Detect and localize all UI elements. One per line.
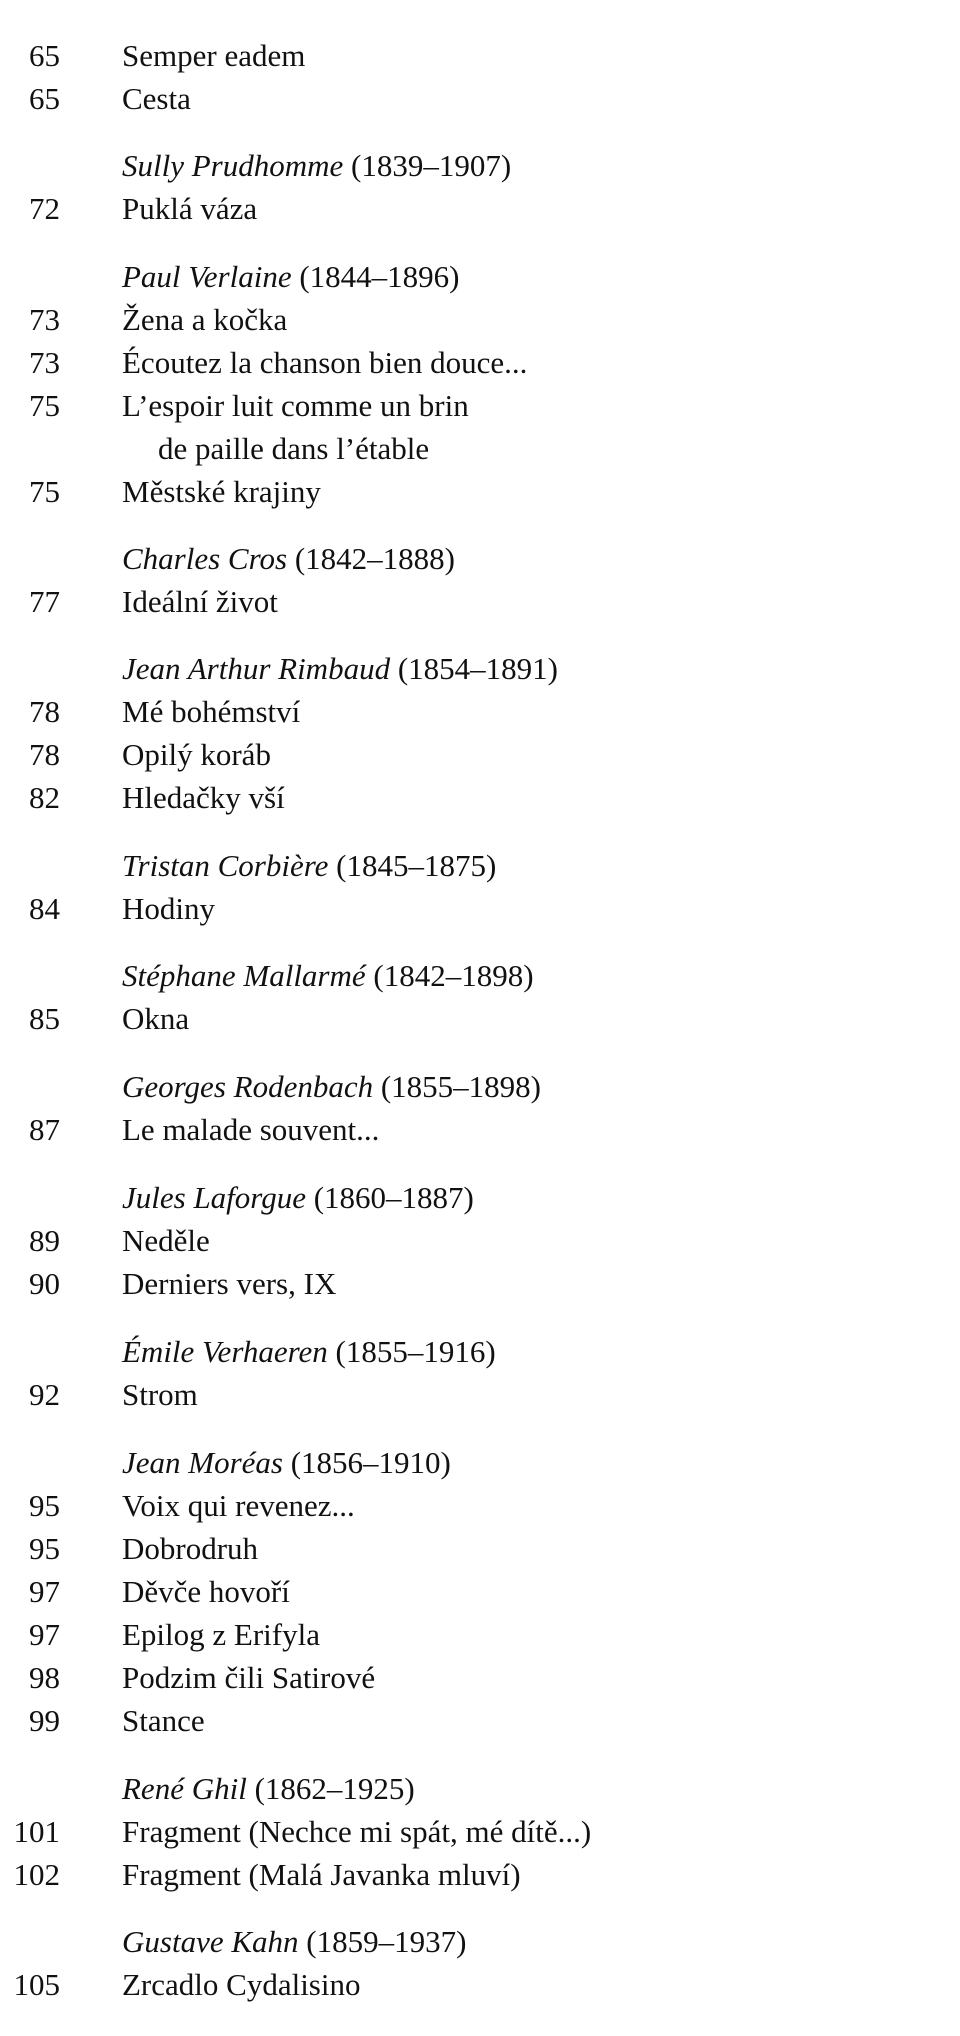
poem-title: Puklá váza xyxy=(122,191,258,226)
author-heading xyxy=(0,538,960,580)
poem-title: Dobrodruh xyxy=(122,1531,259,1566)
author-line xyxy=(122,1066,541,1108)
page-number: 77 xyxy=(29,584,60,619)
poem-title: de paille dans l’étable xyxy=(158,431,430,466)
poem-title: Městské krajiny xyxy=(122,474,321,509)
page-number: 65 xyxy=(29,38,60,73)
toc-entry xyxy=(0,78,960,120)
author-line xyxy=(122,1768,415,1810)
page-number: 98 xyxy=(29,1660,60,1695)
toc-entry-continuation xyxy=(0,428,960,470)
poem-title: Stance xyxy=(122,1703,205,1738)
toc-entry xyxy=(0,1700,960,1742)
page-number: 99 xyxy=(29,1703,60,1738)
toc-entry xyxy=(0,998,960,1040)
author-dates: (1839–1907) xyxy=(351,148,512,183)
poem-title: Hledačky vší xyxy=(122,780,285,815)
toc-entry xyxy=(0,35,960,77)
poem-title: Semper eadem xyxy=(122,38,306,73)
page-number: 65 xyxy=(29,81,60,116)
page-number: 97 xyxy=(29,1617,60,1652)
author-name: Gustave Kahn xyxy=(122,1924,299,1959)
author-name: Charles Cros xyxy=(122,541,288,576)
poem-title: Okna xyxy=(122,1001,190,1036)
toc-entry xyxy=(0,1220,960,1262)
author-name: René Ghil xyxy=(122,1771,247,1806)
author-dates: (1856–1910) xyxy=(290,1445,451,1480)
page-number: 78 xyxy=(29,737,60,772)
author-dates: (1845–1875) xyxy=(336,848,497,883)
author-dates: (1855–1916) xyxy=(335,1334,496,1369)
page-number: 73 xyxy=(29,345,60,380)
author-heading xyxy=(0,145,960,187)
author-heading xyxy=(0,1331,960,1373)
poem-title: Écoutez la chanson bien douce... xyxy=(122,345,528,380)
author-name: Paul Verlaine xyxy=(122,259,292,294)
page-number: 92 xyxy=(29,1377,60,1412)
author-name: Tristan Corbière xyxy=(122,848,329,883)
poem-title: Zrcadlo Cydalisino xyxy=(122,1967,361,2002)
toc-entry xyxy=(0,188,960,230)
poem-title: Neděle xyxy=(122,1223,210,1258)
author-line xyxy=(122,1331,496,1373)
toc-entry xyxy=(0,691,960,733)
poem-title: L’espoir luit comme un brin xyxy=(122,388,469,423)
poem-title: Žena a kočka xyxy=(122,302,288,337)
poem-title: Podzim čili Satirové xyxy=(122,1660,376,1695)
author-dates: (1862–1925) xyxy=(254,1771,415,1806)
page-number: 95 xyxy=(29,1531,60,1566)
author-dates: (1854–1891) xyxy=(397,651,558,686)
poem-title: Ideální život xyxy=(122,584,278,619)
poem-title: Derniers vers, IX xyxy=(122,1266,337,1301)
toc-entry xyxy=(0,888,960,930)
toc-entry xyxy=(0,1485,960,1527)
page-number: 105 xyxy=(13,1967,60,2002)
page-number: 73 xyxy=(29,302,60,337)
toc-entry xyxy=(0,734,960,776)
author-dates: (1855–1898) xyxy=(380,1069,541,1104)
toc-entry xyxy=(0,1374,960,1416)
page-number: 102 xyxy=(13,1857,60,1892)
author-name: Stéphane Mallarmé xyxy=(122,958,366,993)
author-heading xyxy=(0,1442,960,1484)
page-number: 72 xyxy=(29,191,60,226)
author-line xyxy=(122,648,558,690)
poem-title: Hodiny xyxy=(122,891,215,926)
author-line xyxy=(122,1921,466,1963)
toc-entry xyxy=(0,471,960,513)
author-line xyxy=(122,1442,451,1484)
poem-title: Cesta xyxy=(122,81,191,116)
page-number: 89 xyxy=(29,1223,60,1258)
author-line xyxy=(122,538,455,580)
author-heading xyxy=(0,648,960,690)
author-dates: (1859–1937) xyxy=(306,1924,467,1959)
page-number: 87 xyxy=(29,1112,60,1147)
page-number: 78 xyxy=(29,694,60,729)
toc-entry xyxy=(0,581,960,623)
poem-title: Fragment (Malá Javanka mluví) xyxy=(122,1857,521,1892)
toc-entry xyxy=(0,1528,960,1570)
author-name: Émile Verhaeren xyxy=(122,1334,328,1369)
author-heading xyxy=(0,1066,960,1108)
author-heading xyxy=(0,1177,960,1219)
poem-title: Děvče hovoří xyxy=(122,1574,290,1609)
author-line xyxy=(122,955,534,997)
page-number: 75 xyxy=(29,474,60,509)
author-name: Jean Arthur Rimbaud xyxy=(122,651,391,686)
page-number: 75 xyxy=(29,388,60,423)
author-heading xyxy=(0,1921,960,1963)
page-number: 101 xyxy=(13,1814,60,1849)
poem-title: Opilý koráb xyxy=(122,737,271,772)
toc-entry xyxy=(0,1964,960,2006)
page-number: 97 xyxy=(29,1574,60,1609)
page-number: 85 xyxy=(29,1001,60,1036)
author-line xyxy=(122,145,511,187)
toc-entry xyxy=(0,1811,960,1853)
author-dates: (1842–1898) xyxy=(373,958,534,993)
toc-entry xyxy=(0,1263,960,1305)
author-dates: (1842–1888) xyxy=(294,541,455,576)
page-number: 90 xyxy=(29,1266,60,1301)
author-line xyxy=(122,256,460,298)
toc-entry xyxy=(0,777,960,819)
author-name: Georges Rodenbach xyxy=(122,1069,374,1104)
toc-entry xyxy=(0,1854,960,1896)
poem-title: Strom xyxy=(122,1377,198,1412)
author-line xyxy=(122,1177,474,1219)
page-number: 95 xyxy=(29,1488,60,1523)
poem-title: Epilog z Erifyla xyxy=(122,1617,320,1652)
poem-title: Voix qui revenez... xyxy=(122,1488,355,1523)
author-dates: (1844–1896) xyxy=(299,259,460,294)
poem-title: Mé bohémství xyxy=(122,694,301,729)
author-heading xyxy=(0,955,960,997)
author-line xyxy=(122,845,496,887)
toc-entry xyxy=(0,385,960,427)
toc-entry xyxy=(0,1109,960,1151)
author-heading xyxy=(0,1768,960,1810)
author-name: Jean Moréas xyxy=(122,1445,283,1480)
author-heading xyxy=(0,256,960,298)
toc-entry xyxy=(0,1614,960,1656)
author-name: Jules Laforgue xyxy=(122,1180,306,1215)
toc-entry xyxy=(0,342,960,384)
toc-entry xyxy=(0,1571,960,1613)
toc-entry xyxy=(0,1657,960,1699)
author-dates: (1860–1887) xyxy=(313,1180,474,1215)
page-number: 84 xyxy=(29,891,60,926)
poem-title: Le malade souvent... xyxy=(122,1112,380,1147)
author-name: Sully Prudhomme xyxy=(122,148,344,183)
page-number: 82 xyxy=(29,780,60,815)
toc-entry xyxy=(0,299,960,341)
poem-title: Fragment (Nechce mi spát, mé dítě...) xyxy=(122,1814,592,1849)
author-heading xyxy=(0,845,960,887)
